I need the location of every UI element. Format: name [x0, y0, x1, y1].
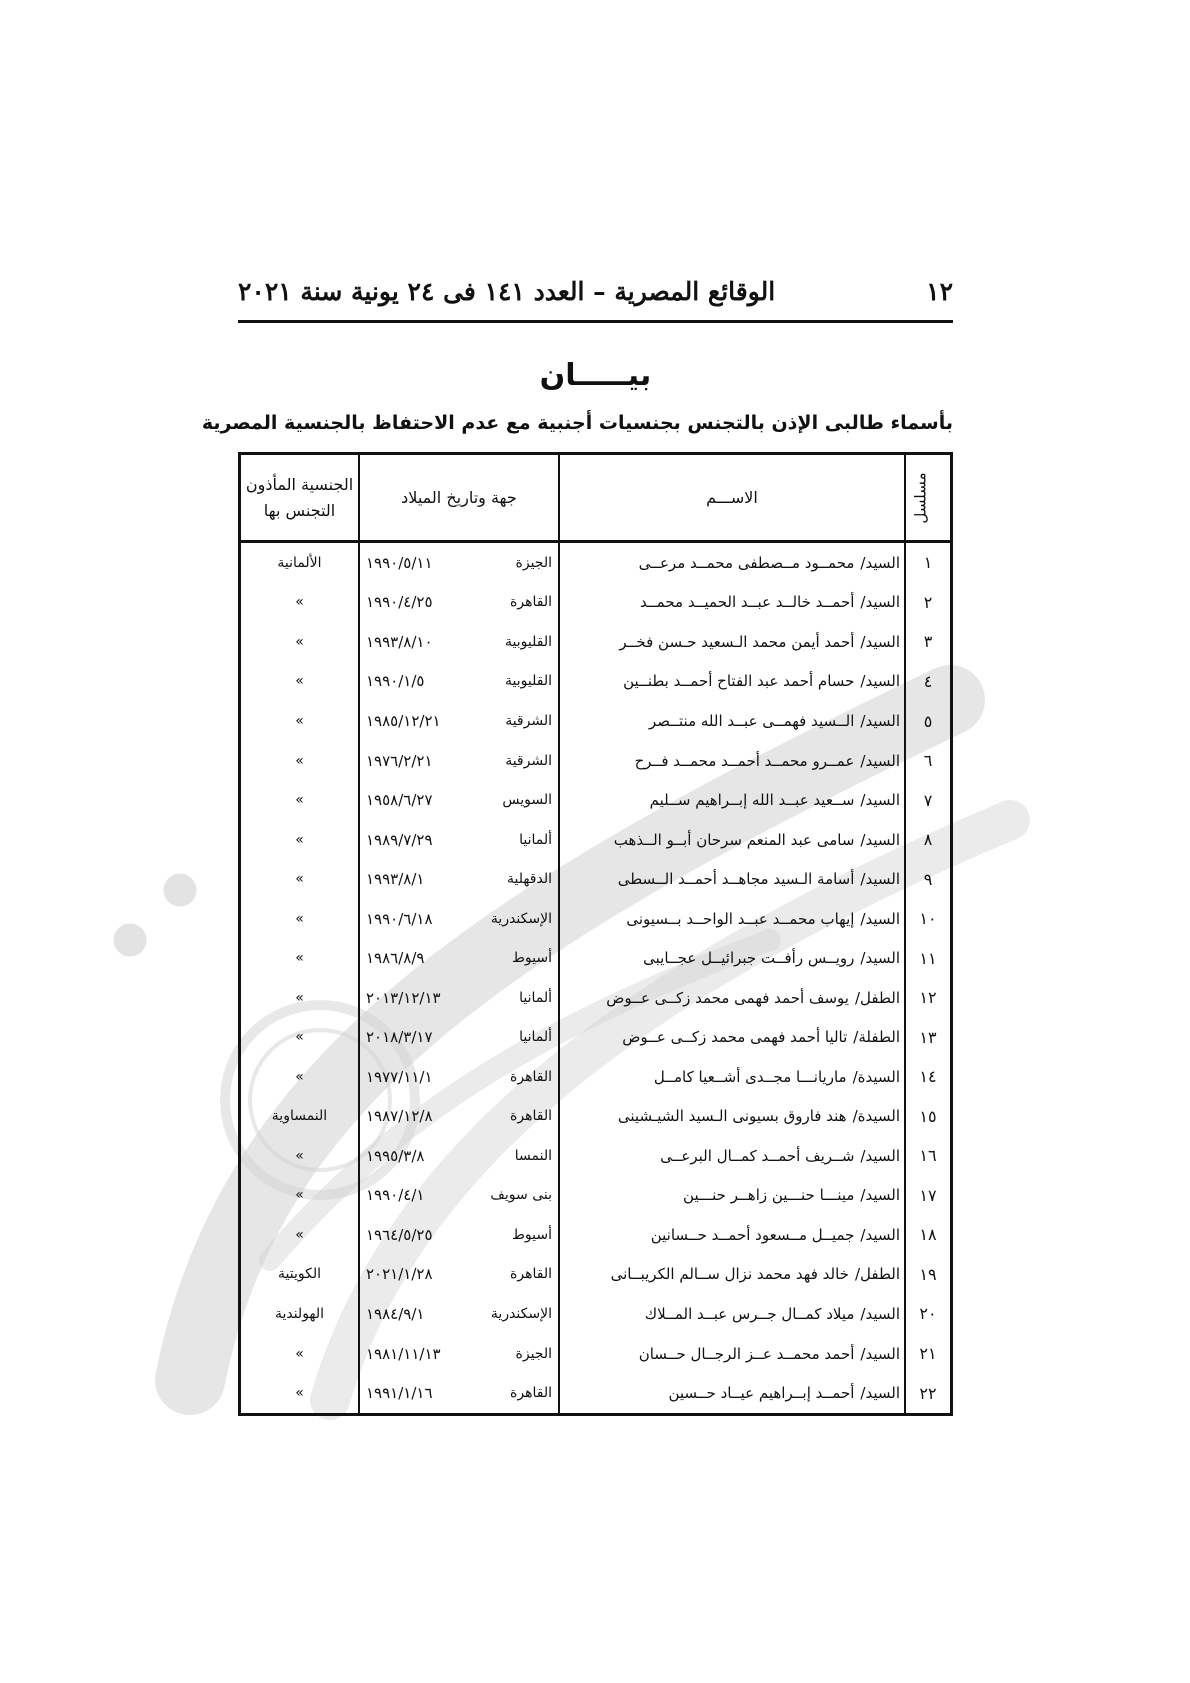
header-serial: مسلسل	[905, 455, 950, 542]
row-name: شــريف أحمــد كمــال البرعــى	[660, 1146, 855, 1165]
row-serial: ٢٠	[905, 1294, 950, 1334]
row-name: جميــل مــسعود أحمــد حــسانين	[650, 1225, 855, 1244]
row-nationality: »	[295, 673, 304, 690]
row-birth-place: الجيزة	[515, 1345, 552, 1362]
row-serial: ١١	[905, 938, 950, 978]
row-birth-date: ١٩٩١/١/١٦	[366, 1384, 433, 1403]
row-birth-cell	[359, 1136, 559, 1176]
row-serial: ٣	[905, 622, 950, 662]
row-birth-cell	[359, 1215, 559, 1255]
row-name-cell	[559, 1017, 905, 1057]
table-row	[241, 583, 950, 623]
row-birth-cell	[359, 820, 559, 860]
row-serial: ٧	[905, 780, 950, 820]
table-row	[241, 978, 950, 1018]
table-row	[241, 1334, 950, 1374]
row-name-cell	[559, 1373, 905, 1413]
row-title: السيد/	[860, 553, 900, 572]
row-name: أحمد محمــد عــز الرجــال حــسان	[638, 1344, 855, 1363]
row-birth-place: النمسا	[514, 1147, 552, 1164]
row-nationality: »	[295, 713, 304, 729]
row-name: أحمــد إبــراهيم عيــاد حــسين	[668, 1384, 855, 1403]
row-birth-place: القاهرة	[510, 594, 552, 611]
row-birth-place: الإسكندرية	[490, 1305, 552, 1322]
row-name: رويــس رأفــت جبرائيــل عجــايبى	[643, 949, 855, 968]
row-name-cell	[559, 978, 905, 1018]
row-serial: ١٤	[905, 1057, 950, 1097]
row-title: السيد/	[860, 1186, 900, 1205]
row-title: السيد/	[860, 870, 900, 889]
row-birth-date: ٢٠٢١/١/٢٨	[366, 1265, 433, 1284]
row-serial: ٢	[905, 583, 950, 623]
row-title: السيد/	[860, 1225, 900, 1244]
row-birth-place: الشرقية	[505, 752, 552, 769]
row-title: السيد/	[860, 632, 900, 651]
row-serial: ٦	[905, 741, 950, 781]
row-birth-cell	[359, 1294, 559, 1334]
row-name-cell	[559, 780, 905, 820]
row-birth-date: ١٩٧٦/٢/٢١	[366, 751, 433, 770]
row-birth-cell	[359, 1334, 559, 1374]
row-nationality: »	[295, 1226, 304, 1243]
row-name-cell	[559, 1057, 905, 1097]
row-birth-place: القاهرة	[510, 1068, 552, 1085]
row-birth-date: ١٩٧٧/١١/١	[366, 1067, 433, 1086]
row-birth-place: أسيوط	[511, 1226, 552, 1243]
row-name: محمــود مــصطفى محمــد مرعــى	[638, 553, 855, 572]
row-name: أحمــد خالــد عبــد الحميــد محمــد	[640, 593, 855, 612]
row-birth-cell	[359, 978, 559, 1018]
row-birth-date: ١٩٩٣/٨/١	[366, 870, 425, 889]
table-row	[241, 1097, 950, 1137]
row-serial: ٢٢	[905, 1373, 950, 1413]
row-nationality: »	[295, 1029, 304, 1046]
header-nationality: الجنسية المأذون التجنس بها	[241, 455, 359, 542]
table-row	[241, 899, 950, 939]
table-row	[241, 1255, 950, 1295]
row-name-cell	[559, 1294, 905, 1334]
row-birth-cell	[359, 583, 559, 623]
row-name: سامى عبد المنعم سرحان أبــو الــذهب	[613, 830, 855, 849]
row-serial: ١٦	[905, 1136, 950, 1176]
row-name: يوسف أحمد فهمى محمد زكــى عــوض	[606, 988, 849, 1007]
row-name: ميلاد كمــال جــرس عبــد المــلاك	[644, 1304, 855, 1323]
row-name: خالد فهد محمد نزال ســالم الكريبــانى	[610, 1265, 849, 1284]
row-serial: ١٨	[905, 1215, 950, 1255]
table-row	[241, 741, 950, 781]
row-title: السيد/	[860, 751, 900, 770]
row-birth-date: ١٩٩٠/١/٥	[366, 672, 425, 691]
table-row	[241, 780, 950, 820]
row-birth-place: الإسكندرية	[490, 910, 552, 927]
row-name: مينـــا حنـــين زاهــر حنـــين	[683, 1186, 855, 1205]
row-name: إيهاب محمــد عبــد الواحــد بــسيونى	[626, 909, 855, 928]
row-nationality: »	[295, 792, 304, 809]
row-serial: ٥	[905, 701, 950, 741]
row-name-cell	[559, 1136, 905, 1176]
row-serial: ١٣	[905, 1017, 950, 1057]
row-serial: ٨	[905, 820, 950, 860]
row-nationality: »	[295, 1147, 304, 1164]
row-birth-date: ١٩٨٤/٩/١	[366, 1304, 425, 1323]
row-name: عمــرو محمــد أحمــد محمــد فــرح	[634, 751, 855, 770]
row-birth-place: القاهرة	[510, 1266, 552, 1283]
row-birth-cell	[359, 701, 559, 741]
row-birth-place: الدقهلية	[506, 871, 552, 888]
table-header-row	[241, 455, 950, 542]
row-nationality: الكويتية	[278, 1266, 321, 1283]
row-birth-cell	[359, 1176, 559, 1216]
row-birth-date: ١٩٩٠/٤/٢٥	[366, 593, 433, 612]
row-birth-place: القليوبية	[505, 633, 552, 650]
row-name-cell	[559, 662, 905, 702]
row-birth-cell	[359, 1097, 559, 1137]
table-row	[241, 820, 950, 860]
row-nationality: النمساوية	[271, 1108, 328, 1125]
header-birth: جهة وتاريخ الميلاد	[359, 455, 559, 542]
row-birth-cell	[359, 899, 559, 939]
row-nationality: الألمانية	[277, 554, 322, 571]
row-birth-date: ١٩٩٠/٤/١	[366, 1186, 425, 1205]
row-birth-date: ١٩٦٤/٥/٢٥	[366, 1225, 433, 1244]
row-title: السيد/	[860, 593, 900, 612]
row-name-cell	[559, 938, 905, 978]
row-birth-cell	[359, 622, 559, 662]
row-name-cell	[559, 741, 905, 781]
row-name-cell	[559, 542, 905, 583]
row-name-cell	[559, 701, 905, 741]
row-birth-place: ألمانيا	[519, 1029, 552, 1046]
row-title: السيد/	[860, 909, 900, 928]
row-birth-place: أسيوط	[511, 950, 552, 967]
row-serial: ٤	[905, 662, 950, 702]
row-birth-place: الشرقية	[505, 713, 552, 729]
row-birth-date: ١٩٨٦/٨/٩	[366, 949, 425, 968]
row-nationality: »	[295, 1385, 304, 1402]
row-name: الــسيد فهمــى عبــد الله منتــصر	[648, 712, 855, 730]
table-row	[241, 701, 950, 741]
row-birth-date: ١٩٨٧/١٢/٨	[366, 1107, 433, 1126]
row-title: الطفل/	[854, 1265, 900, 1284]
row-nationality: »	[295, 633, 304, 650]
row-nationality: »	[295, 910, 304, 927]
row-title: السيد/	[860, 1344, 900, 1363]
row-nationality: »	[295, 831, 304, 848]
row-serial: ١	[905, 542, 950, 583]
row-serial: ١٠	[905, 899, 950, 939]
row-title: السيدة/	[852, 1067, 900, 1086]
row-title: السيد/	[860, 712, 900, 730]
row-title: الطفل/	[854, 988, 900, 1007]
table-row	[241, 938, 950, 978]
row-serial: ١٩	[905, 1255, 950, 1295]
row-title: السيد/	[860, 672, 900, 691]
row-birth-date: ١٩٩٠/٥/١١	[366, 553, 433, 572]
publication-line: الوقائع المصرية – العدد ١٤١ فى ٢٤ يونية سنة ٢٠٢١	[238, 276, 776, 306]
table-row	[241, 1176, 950, 1216]
row-name: أحمد أيمن محمد الـسعيد حـسن فخــر	[619, 632, 855, 651]
table-row	[241, 1057, 950, 1097]
row-nationality: »	[295, 871, 304, 888]
row-birth-place: القاهرة	[510, 1108, 552, 1125]
row-title: السيد/	[860, 830, 900, 849]
row-birth-place: القاهرة	[510, 1385, 552, 1402]
row-name: ماريانـــا مجــدى أشــعيا كامــل	[653, 1067, 847, 1086]
row-nationality: »	[295, 752, 304, 769]
table-row	[241, 542, 950, 583]
row-name-cell	[559, 1215, 905, 1255]
row-birth-cell	[359, 938, 559, 978]
row-nationality: »	[295, 989, 304, 1006]
row-serial: ١٢	[905, 978, 950, 1018]
row-title: السيد/	[860, 1304, 900, 1323]
row-name: هند فاروق بسيونى الـسيد الشيـشينى	[617, 1107, 847, 1126]
row-birth-date: ١٩٥٨/٦/٢٧	[366, 791, 433, 810]
header-name: الاســـم	[559, 455, 905, 542]
table-row	[241, 1017, 950, 1057]
row-nationality: »	[295, 1187, 304, 1204]
row-name-cell	[559, 899, 905, 939]
row-birth-cell	[359, 780, 559, 820]
row-birth-date: ١٩٨٥/١٢/٢١	[366, 712, 441, 730]
table-row	[241, 1373, 950, 1413]
row-birth-date: ١٩٩٥/٣/٨	[366, 1146, 425, 1165]
row-birth-cell	[359, 1017, 559, 1057]
table-row	[241, 1136, 950, 1176]
row-birth-cell	[359, 859, 559, 899]
row-birth-cell	[359, 741, 559, 781]
row-nationality: »	[295, 1068, 304, 1085]
row-birth-date: ٢٠١٣/١٢/١٣	[366, 988, 441, 1007]
row-name-cell	[559, 1334, 905, 1374]
table-row	[241, 662, 950, 702]
row-title: السيدة/	[852, 1107, 900, 1126]
table-row	[241, 1294, 950, 1334]
row-birth-cell	[359, 542, 559, 583]
row-name: ســعيد عبــد الله إبــراهيم ســليم	[649, 791, 855, 810]
row-birth-date: ١٩٨١/١١/١٣	[366, 1344, 441, 1363]
row-nationality: »	[295, 1345, 304, 1362]
document-subtitle: بأسماء طالبى الإذن بالتجنس بجنسيات أجنبية مع عدم الاحتفاظ بالجنسية المصرية	[201, 412, 953, 434]
row-birth-cell	[359, 662, 559, 702]
row-name-cell	[559, 1097, 905, 1137]
row-birth-place: ألمانيا	[519, 831, 552, 848]
applicants-table	[238, 452, 953, 1416]
row-birth-date: ١٩٨٩/٧/٢٩	[366, 830, 433, 849]
row-name-cell	[559, 622, 905, 662]
row-name-cell	[559, 820, 905, 860]
row-birth-place: ألمانيا	[519, 989, 552, 1006]
row-serial: ٢١	[905, 1334, 950, 1374]
header-divider	[238, 320, 953, 323]
row-name-cell	[559, 1176, 905, 1216]
row-title: السيد/	[860, 949, 900, 968]
row-serial: ١٥	[905, 1097, 950, 1137]
row-nationality: »	[295, 594, 304, 611]
table-row	[241, 622, 950, 662]
row-title: السيد/	[860, 1146, 900, 1165]
row-serial: ٩	[905, 859, 950, 899]
row-nationality: الهولندية	[274, 1305, 325, 1322]
table-row	[241, 859, 950, 899]
row-name: تاليا أحمد فهمى محمد زكــى عــوض	[622, 1028, 848, 1047]
row-title: السيد/	[860, 791, 900, 810]
document-title: بيـــــان	[539, 358, 652, 393]
row-birth-place: القليوبية	[505, 673, 552, 690]
row-name-cell	[559, 859, 905, 899]
row-birth-place: الجيزة	[515, 554, 552, 571]
row-birth-place: بنى سويف	[490, 1187, 552, 1204]
row-nationality: »	[295, 950, 304, 967]
row-title: الطفلة/	[853, 1028, 900, 1047]
row-birth-date: ٢٠١٨/٣/١٧	[366, 1028, 433, 1047]
row-title: السيد/	[860, 1384, 900, 1403]
row-birth-cell	[359, 1373, 559, 1413]
row-birth-cell	[359, 1057, 559, 1097]
page-header	[238, 270, 953, 312]
row-birth-date: ١٩٩٣/٨/١٠	[366, 632, 433, 651]
row-birth-place: السويس	[502, 792, 552, 809]
row-serial: ١٧	[905, 1176, 950, 1216]
row-name-cell	[559, 583, 905, 623]
row-birth-cell	[359, 1255, 559, 1295]
page-number: ١٢	[926, 276, 953, 306]
row-name: حسام أحمد عبد الفتاح أحمــد بطنــين	[623, 672, 855, 691]
row-name: أسامة الـسيد مجاهــد أحمــد الــسطى	[617, 870, 855, 889]
table-row	[241, 1215, 950, 1255]
row-name-cell	[559, 1255, 905, 1295]
row-birth-date: ١٩٩٠/٦/١٨	[366, 909, 433, 928]
